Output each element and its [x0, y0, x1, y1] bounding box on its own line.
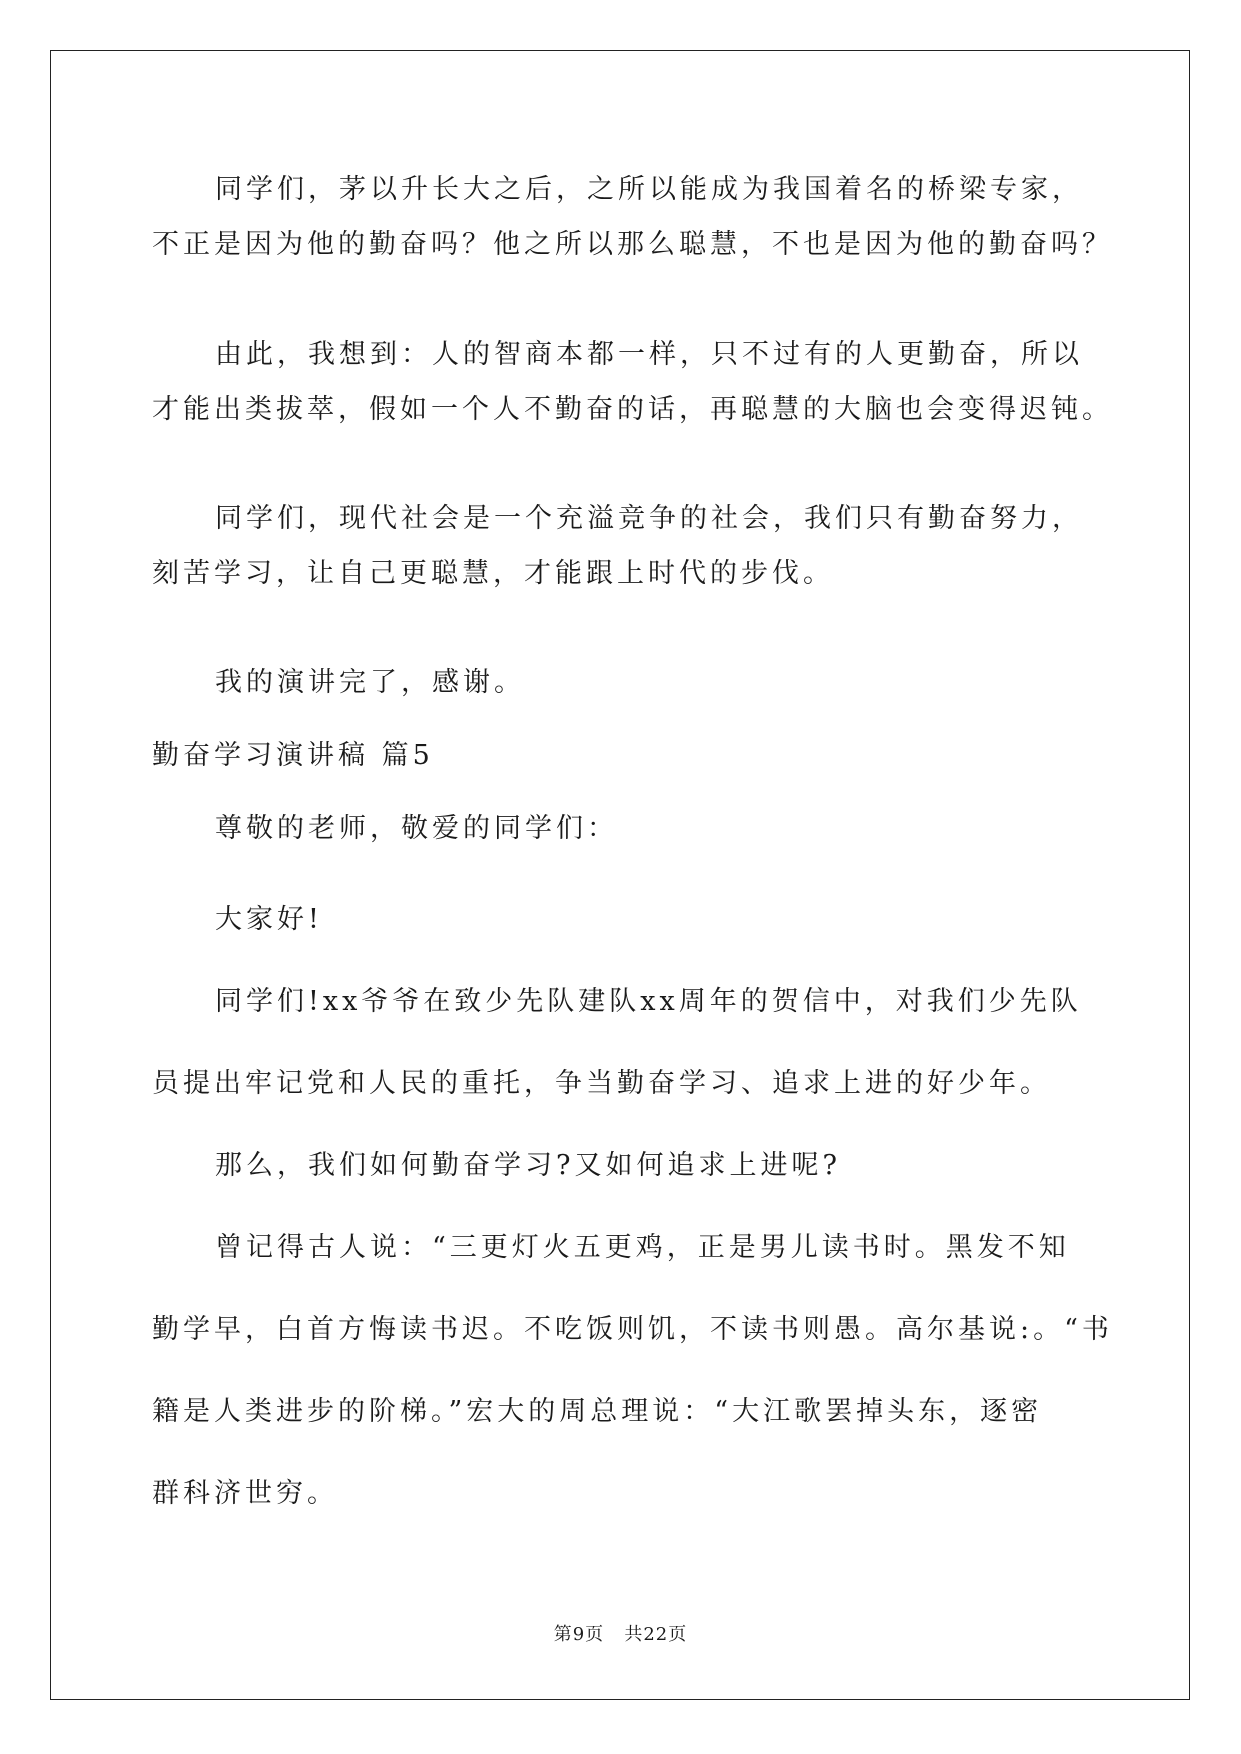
section-heading: 勤奋学习演讲稿 篇5 [152, 740, 434, 771]
paragraph-line: 群科济世穷。 [152, 1478, 338, 1509]
paragraph-line: 曾记得古人说：“三更灯火五更鸡，正是男儿读书时。黑发不知 [215, 1232, 1070, 1263]
paragraph-line: 才能出类拔萃，假如一个人不勤奋的话，再聪慧的大脑也会变得迟钝。 [152, 394, 1113, 425]
paragraph-line: 刻苦学习，让自己更聪慧，才能跟上时代的步伐。 [152, 558, 834, 589]
paragraph-line: 勤学早，白首方悔读书迟。不吃饭则饥，不读书则愚。高尔基说:。“书 [152, 1314, 1113, 1345]
paragraph-line: 同学们!xx爷爷在致少先队建队xx周年的贺信中，对我们少先队 [215, 986, 1082, 1017]
paragraph-line: 我的演讲完了，感谢。 [215, 667, 525, 698]
paragraph-line: 员提出牢记党和人民的重托，争当勤奋学习、追求上进的好少年。 [152, 1068, 1051, 1099]
greeting-line: 大家好! [215, 904, 323, 935]
paragraph-line: 由此，我想到：人的智商本都一样，只不过有的人更勤奋，所以 [215, 339, 1083, 370]
page-number-footer: 第9页 共22页 [553, 1624, 688, 1645]
paragraph-line: 籍是人类进步的阶梯。”宏大的周总理说：“大江歌罢掉头东，逐密 [152, 1396, 1043, 1427]
paragraph-line: 同学们，茅以升长大之后，之所以能成为我国着名的桥梁专家， [215, 174, 1083, 205]
paragraph-line: 同学们，现代社会是一个充溢竞争的社会，我们只有勤奋努力， [215, 503, 1083, 534]
page-border [50, 50, 1190, 1700]
salutation-line: 尊敬的老师，敬爱的同学们： [215, 813, 618, 844]
paragraph-line: 不正是因为他的勤奋吗？他之所以那么聪慧，不也是因为他的勤奋吗？ [152, 229, 1113, 260]
paragraph-line: 那么，我们如何勤奋学习?又如何追求上进呢? [215, 1150, 841, 1181]
